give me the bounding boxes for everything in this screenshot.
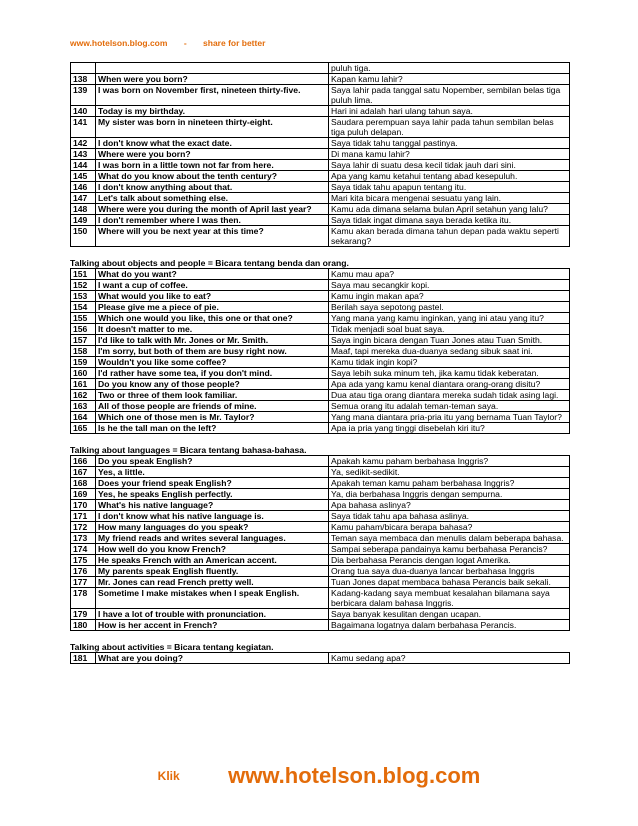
table-row [71,302,570,313]
indonesian-translation: Apakah kamu paham berbahasa Inggris? [329,456,570,467]
english-phrase: Please give me a piece of pie. [96,302,329,313]
indonesian-translation: Saya mau secangkir kopi. [329,280,570,291]
english-phrase: Which one would you like, this one or that one? [96,313,329,324]
table-row [71,500,570,511]
indonesian-translation: Saya banyak kesulitan dengan ucapan. [329,609,570,620]
footer-klik-label: Klik [157,769,180,783]
table-row [71,467,570,478]
row-number: 140 [71,106,96,117]
table-row [71,182,570,193]
row-number: 168 [71,478,96,489]
indonesian-translation: Mari kita bicara mengenai sesuatu yang lain. [329,193,570,204]
row-number: 177 [71,577,96,588]
indonesian-translation: Kamu akan berada dimana tahun depan pada waktu seperti sekarang? [329,226,570,247]
header-bar [70,38,279,48]
indonesian-translation: Kamu paham/bicara berapa bahasa? [329,522,570,533]
table-row [71,171,570,182]
english-phrase: All of those people are friends of mine. [96,401,329,412]
table-row [71,357,570,368]
english-phrase: Wouldn't you like some coffee? [96,357,329,368]
table-row [71,149,570,160]
english-phrase: Let's talk about something else. [96,193,329,204]
table-row [71,489,570,500]
row-number: 139 [71,85,96,106]
indonesian-translation: Di mana kamu lahir? [329,149,570,160]
document-body [70,62,570,664]
english-phrase: I'm sorry, but both of them are busy right now. [96,346,329,357]
row-number: 167 [71,467,96,478]
indonesian-translation: Kamu sedang apa? [329,653,570,664]
table-row [71,117,570,138]
indonesian-translation: Kamu tidak ingin kopi? [329,357,570,368]
row-number: 164 [71,412,96,423]
table-row [71,533,570,544]
row-number: 146 [71,182,96,193]
english-phrase: It doesn't matter to me. [96,324,329,335]
indonesian-translation: Yang mana diantara pria-pria itu yang bernama Tuan Taylor? [329,412,570,423]
english-phrase: Do you know any of those people? [96,379,329,390]
indonesian-translation: Sampai seberapa pandainya kamu berbahasa Perancis? [329,544,570,555]
section-heading-languages: Talking about languages = Bicara tentang bahasa-bahasa. [70,445,307,455]
table-row [71,85,570,106]
table-row [71,215,570,226]
row-number: 141 [71,117,96,138]
row-number: 151 [71,269,96,280]
row-number [71,63,96,74]
table-row [71,269,570,280]
english-phrase: Yes, he speaks English perfectly. [96,489,329,500]
row-number: 147 [71,193,96,204]
english-phrase: I don't remember where I was then. [96,215,329,226]
english-phrase [96,63,329,74]
table-row [71,653,570,664]
table-row [71,193,570,204]
english-phrase: Sometime I make mistakes when I speak English. [96,588,329,609]
row-number: 169 [71,489,96,500]
english-phrase: Does your friend speak English? [96,478,329,489]
indonesian-translation: Maaf, tapi mereka dua-duanya sedang sibuk saat ini. [329,346,570,357]
row-number: 174 [71,544,96,555]
section-heading-activities: Talking about activities = Bicara tentang kegiatan. [70,642,274,652]
table-row [71,379,570,390]
indonesian-translation: Saya lahir di suatu desa kecil tidak jauh dari sini. [329,160,570,171]
indonesian-translation: Ya, dia berbahasa Inggris dengan sempurna. [329,489,570,500]
section-heading-objects: Talking about objects and people = Bicara tentang benda dan orang. [70,258,349,268]
english-phrase: I was born in a little town not far from here. [96,160,329,171]
table-row [71,544,570,555]
table-row [71,423,570,434]
header-dash: - [183,38,187,48]
table-row [71,74,570,85]
indonesian-translation: Ya, sedikit-sedikit. [329,467,570,478]
english-phrase: Yes, a little. [96,467,329,478]
table-row [71,346,570,357]
row-number: 176 [71,566,96,577]
row-number: 181 [71,653,96,664]
table-row [71,478,570,489]
indonesian-translation: Saya tidak tahu tanggal pastinya. [329,138,570,149]
row-number: 171 [71,511,96,522]
english-phrase: How is her accent in French? [96,620,329,631]
indonesian-translation: Tidak menjadi soal buat saya. [329,324,570,335]
indonesian-translation: Apa yang kamu ketahui tentang abad kesepuluh. [329,171,570,182]
row-number: 144 [71,160,96,171]
english-phrase: I'd like to talk with Mr. Jones or Mr. Smith. [96,335,329,346]
indonesian-translation: Bagaimana logatnya dalam berbahasa Perancis. [329,620,570,631]
english-phrase: Today is my birthday. [96,106,329,117]
row-number: 159 [71,357,96,368]
table-row [71,401,570,412]
indonesian-translation: Berilah saya sepotong pastel. [329,302,570,313]
row-number: 155 [71,313,96,324]
indonesian-translation: Saya tidak tahu apa bahasa aslinya. [329,511,570,522]
footer [0,763,638,789]
indonesian-translation: Semua orang itu adalah teman-teman saya. [329,401,570,412]
row-number: 153 [71,291,96,302]
row-number: 179 [71,609,96,620]
table-row [71,609,570,620]
indonesian-translation: Saya tidak tahu apapun tentang itu. [329,182,570,193]
english-phrase: Do you speak English? [96,456,329,467]
phrase-table-languages [70,455,570,631]
table-row [71,335,570,346]
english-phrase: I'd rather have some tea, if you don't mind. [96,368,329,379]
row-number: 148 [71,204,96,215]
table-row [71,456,570,467]
header-site-link[interactable]: www.hotelson.blog.com [70,38,168,48]
english-phrase: My friend reads and writes several languages. [96,533,329,544]
row-number: 172 [71,522,96,533]
row-number: 160 [71,368,96,379]
english-phrase: I have a lot of trouble with pronunciation. [96,609,329,620]
row-number: 156 [71,324,96,335]
table-row [71,313,570,324]
indonesian-translation: Apa ia pria yang tinggi disebelah kiri itu? [329,423,570,434]
indonesian-translation: Kamu mau apa? [329,269,570,280]
indonesian-translation: Saudara perempuan saya lahir pada tahun sembilan belas tiga puluh delapan. [329,117,570,138]
indonesian-translation: Teman saya membaca dan menulis dalam beberapa bahasa. [329,533,570,544]
indonesian-translation: Orang tua saya dua-duanya lancar berbahasa Inggris [329,566,570,577]
table-row [71,390,570,401]
english-phrase: I don't know what his native language is. [96,511,329,522]
indonesian-translation: Apa ada yang kamu kenal diantara orang-orang disitu? [329,379,570,390]
table-row [71,226,570,247]
table-row [71,566,570,577]
indonesian-translation: Kamu ingin makan apa? [329,291,570,302]
phrase-table-activities [70,652,570,664]
indonesian-translation: Saya tidak ingat dimana saya berada ketika itu. [329,215,570,226]
table-row [71,280,570,291]
table-row [71,577,570,588]
indonesian-translation: Yang mana yang kamu inginkan, yang ini atau yang itu? [329,313,570,324]
english-phrase: Where were you born? [96,149,329,160]
english-phrase: Which one of those men is Mr. Taylor? [96,412,329,423]
indonesian-translation: Tuan Jones dapat membaca bahasa Perancis baik sekali. [329,577,570,588]
table-row [71,555,570,566]
table-row [71,324,570,335]
table-row [71,412,570,423]
table-row [71,368,570,379]
header-tagline: share for better [203,38,266,48]
english-phrase: I don't know what the exact date. [96,138,329,149]
table-row [71,511,570,522]
row-number: 175 [71,555,96,566]
table-row [71,63,570,74]
indonesian-translation: Apakah teman kamu paham berbahasa Inggris? [329,478,570,489]
footer-site-link[interactable]: www.hotelson.blog.com [228,763,481,788]
row-number: 163 [71,401,96,412]
indonesian-translation: Dua atau tiga orang diantara mereka sudah tidak asing lagi. [329,390,570,401]
indonesian-translation: Saya lahir pada tanggal satu Nopember, sembilan belas tiga puluh lima. [329,85,570,106]
table-row [71,138,570,149]
english-phrase: What are you doing? [96,653,329,664]
row-number: 154 [71,302,96,313]
english-phrase: My sister was born in nineteen thirty-eight. [96,117,329,138]
table-row [71,620,570,631]
table-row [71,204,570,215]
row-number: 178 [71,588,96,609]
row-number: 145 [71,171,96,182]
row-number: 170 [71,500,96,511]
table-row [71,106,570,117]
english-phrase: Mr. Jones can read French pretty well. [96,577,329,588]
row-number: 162 [71,390,96,401]
row-number: 158 [71,346,96,357]
english-phrase: What do you want? [96,269,329,280]
phrase-table-objects [70,268,570,434]
english-phrase: I don't know anything about that. [96,182,329,193]
english-phrase: Where will you be next year at this time? [96,226,329,247]
row-number: 152 [71,280,96,291]
row-number: 165 [71,423,96,434]
row-number: 173 [71,533,96,544]
english-phrase: Is he the tall man on the left? [96,423,329,434]
row-number: 180 [71,620,96,631]
phrase-table-time [70,62,570,247]
indonesian-translation: Kadang-kadang saya membuat kesalahan bilamana saya berbicara dalam bahasa Inggris. [329,588,570,609]
indonesian-translation: Saya ingin bicara dengan Tuan Jones atau Tuan Smith. [329,335,570,346]
indonesian-translation: Hari ini adalah hari ulang tahun saya. [329,106,570,117]
row-number: 157 [71,335,96,346]
english-phrase: How many languages do you speak? [96,522,329,533]
english-phrase: What would you like to eat? [96,291,329,302]
english-phrase: When were you born? [96,74,329,85]
row-number: 161 [71,379,96,390]
indonesian-translation: Dia berbahasa Perancis dengan logat Amerika. [329,555,570,566]
row-number: 166 [71,456,96,467]
table-row [71,588,570,609]
english-phrase: Two or three of them look familiar. [96,390,329,401]
table-row [71,522,570,533]
english-phrase: He speaks French with an American accent. [96,555,329,566]
english-phrase: Where were you during the month of April last year? [96,204,329,215]
row-number: 149 [71,215,96,226]
english-phrase: I was born on November first, nineteen thirty-five. [96,85,329,106]
indonesian-translation: Apa bahasa aslinya? [329,500,570,511]
english-phrase: How well do you know French? [96,544,329,555]
row-number: 142 [71,138,96,149]
english-phrase: I want a cup of coffee. [96,280,329,291]
english-phrase: My parents speak English fluently. [96,566,329,577]
row-number: 143 [71,149,96,160]
indonesian-translation: Kamu ada dimana selama bulan April setahun yang lalu? [329,204,570,215]
indonesian-translation: Kapan kamu lahir? [329,74,570,85]
table-row [71,291,570,302]
english-phrase: What's his native language? [96,500,329,511]
row-number: 150 [71,226,96,247]
indonesian-translation: Saya lebih suka minum teh, jika kamu tidak keberatan. [329,368,570,379]
english-phrase: What do you know about the tenth century? [96,171,329,182]
table-row [71,160,570,171]
row-number: 138 [71,74,96,85]
indonesian-translation: puluh tiga. [329,63,570,74]
